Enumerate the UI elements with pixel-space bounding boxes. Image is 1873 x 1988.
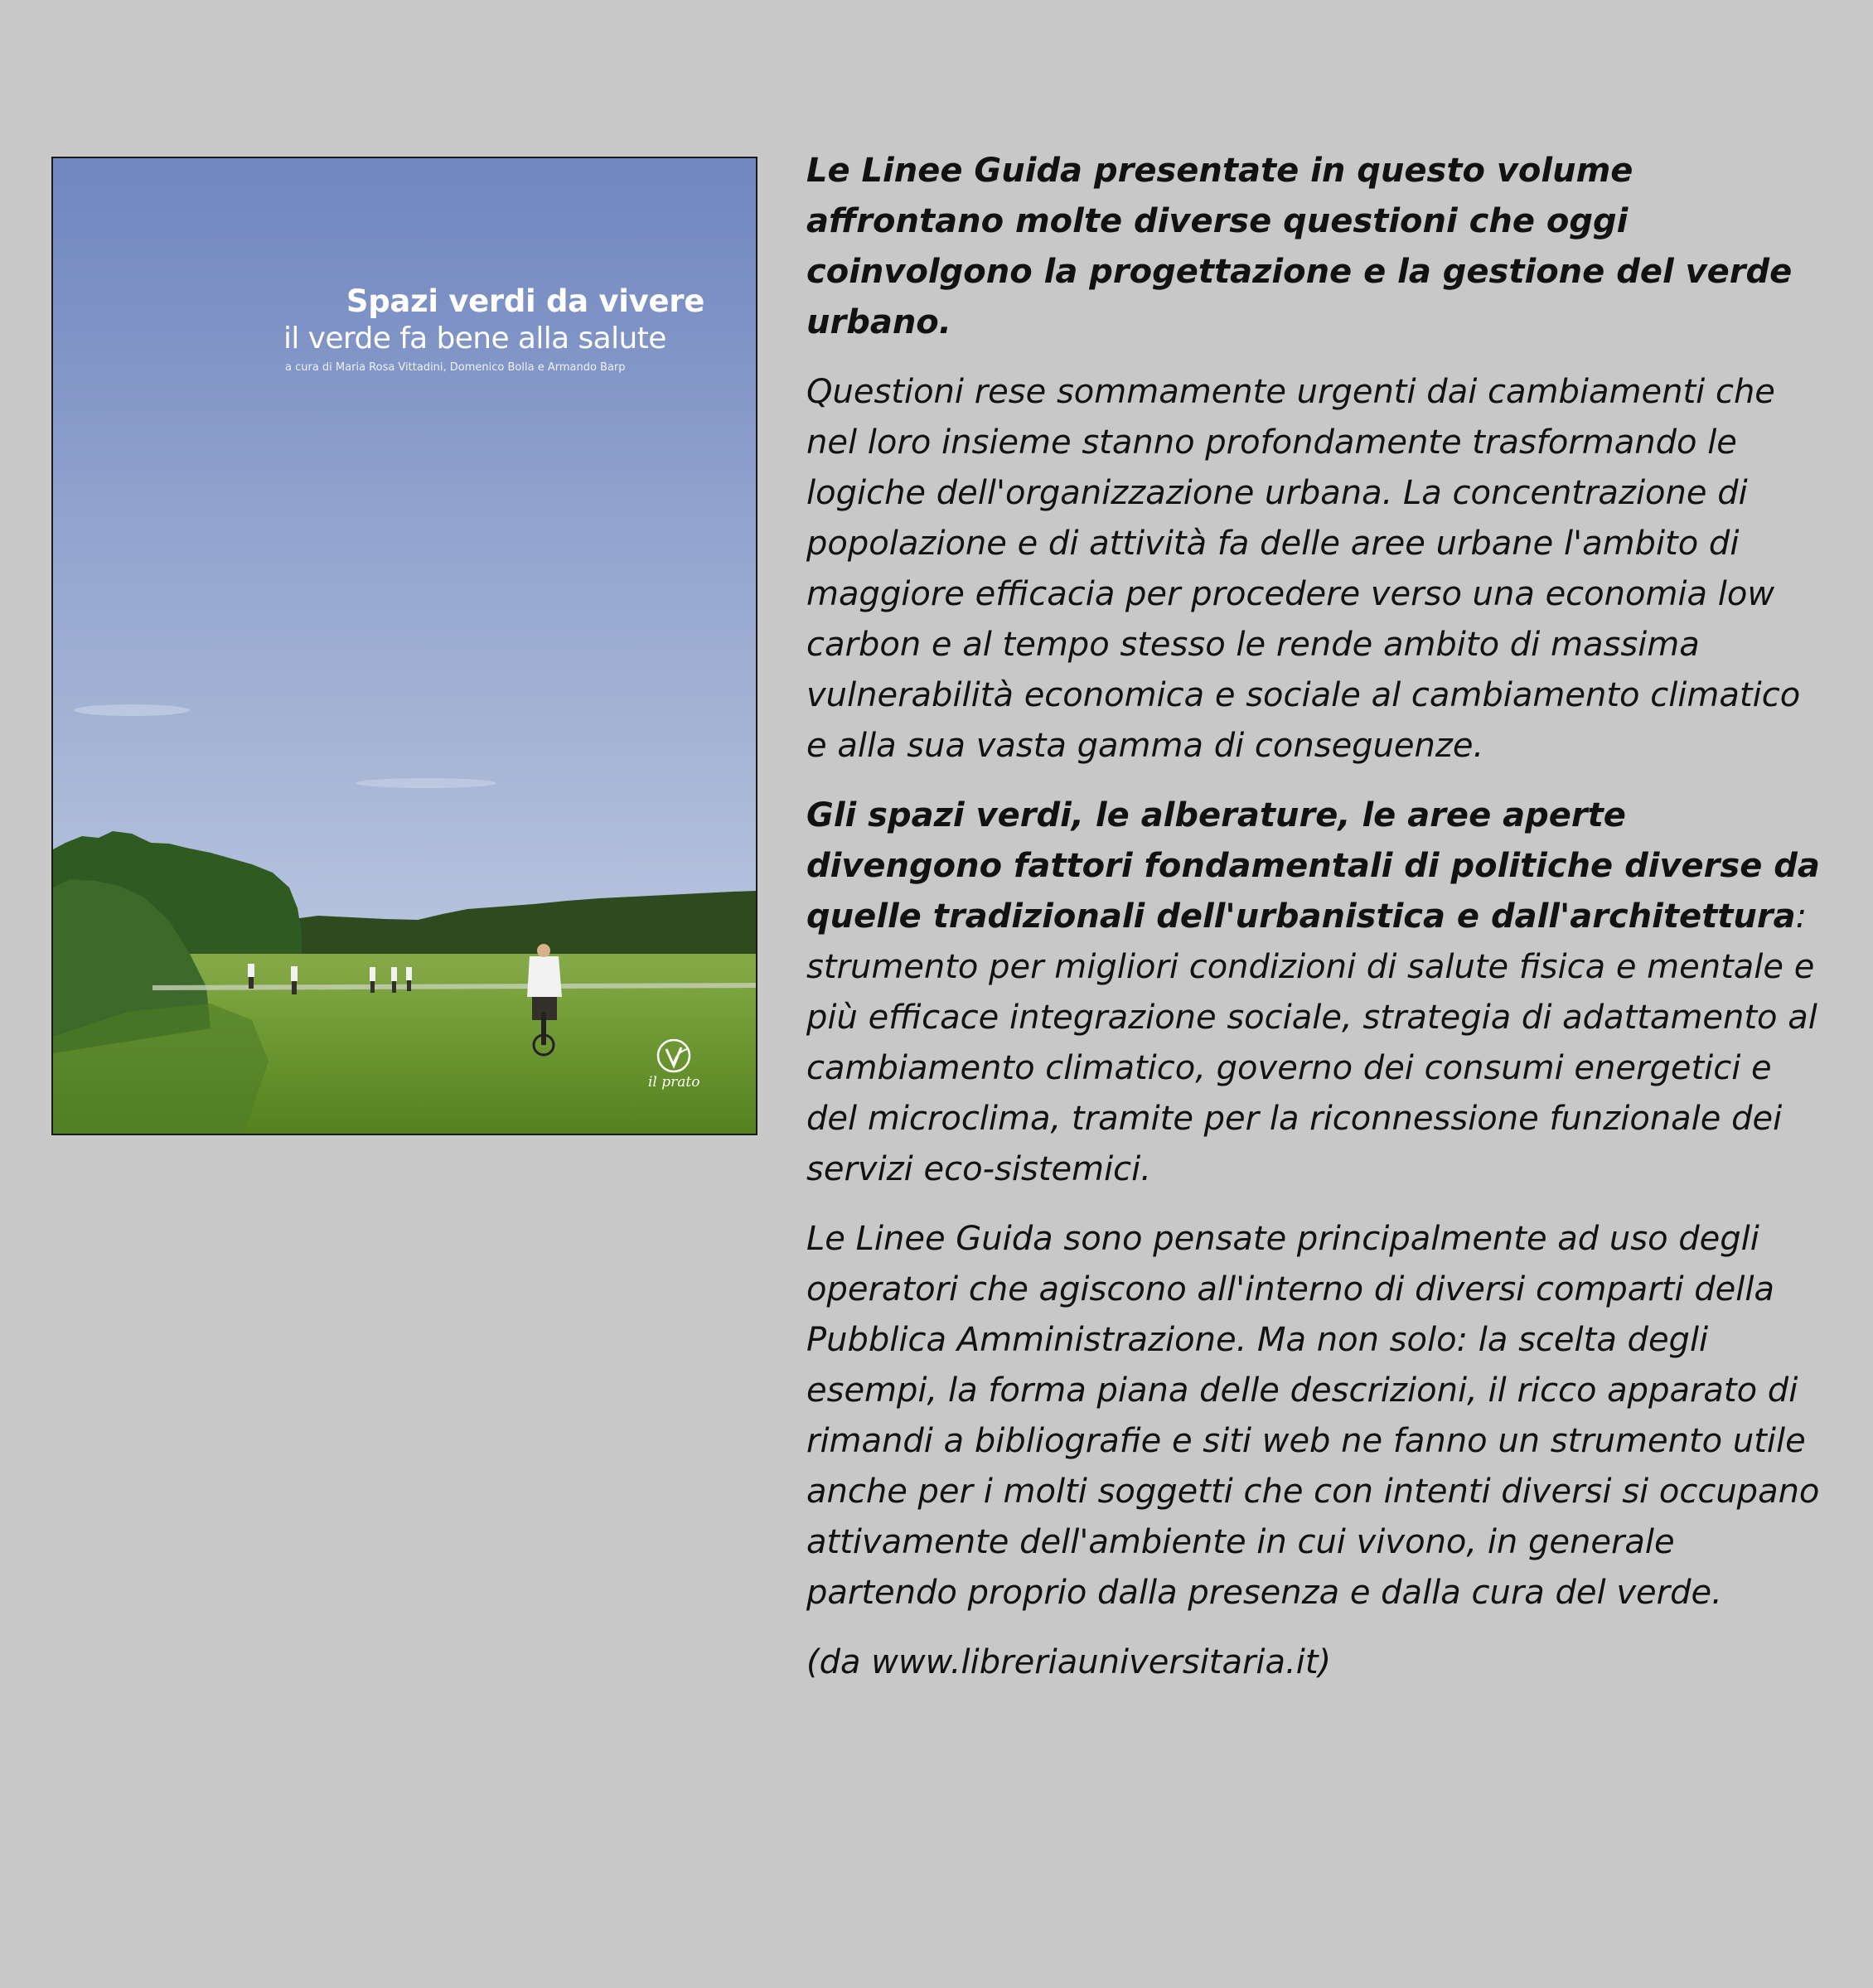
cover-title: Spazi verdi da vivere — [346, 283, 704, 319]
description-paragraph-2 — [806, 791, 1826, 1195]
description-intro: Le Linee Guida presentate in questo volume affrontano molte diverse questioni che oggi coinvolgono la progettazione e la gestione del verde urbano. — [806, 152, 1793, 341]
book-cover — [51, 157, 757, 1135]
cover-editors: a cura di Maria Rosa Vittadini, Domenico Bolla e Armando Barp — [285, 361, 626, 374]
description-paragraph-1: Questioni rese sommamente urgenti dai cambiamenti che nel loro insieme stanno profondamente trasformando le logiche dell'organizzazione urbana. La concentrazione di popolazione e di attività fa delle aree urbane l'ambito di maggiore efficacia per procedere verso una economia low carbon e al tempo stesso le rende ambito di massima vulnerabilità economica e sociale al cambiamento climatico e alla sua vasta gamma di conseguenze. — [806, 373, 1801, 765]
publisher-name: il prato — [648, 1074, 700, 1091]
description-paragraph-2-highlight: Gli spazi verdi, le alberature, le aree aperte divengono fattori fondamentali di politiche diverse da quelle tradizionali dell'urbanistica e dall'architettura — [806, 796, 1820, 936]
description-paragraph-3: Le Linee Guida sono pensate principalmente ad uso degli operatori che agiscono all'interno di diversi comparti della Pubblica Amministrazione. Ma non solo: la scelta degli esempi, la forma piana delle descrizioni, il ricco apparato di rimandi a bibliografie e siti web ne fanno un strumento utile anche per i molti soggetti che con intenti diversi si occupano attivamente dell'ambiente in cui vivono, in generale partendo proprio dalla presenza e dalla cura del verde. — [806, 1220, 1820, 1612]
book-description — [806, 146, 1826, 1707]
description-paragraph-2-rest: : strumento per migliori condizioni di salute fisica e mentale e più efficace integrazione sociale, strategia di adattamento al cambiamento climatico, governo dei consumi energetici e del microclima, tramite per la riconnessione funzionale dei servizi eco-sistemici. — [806, 897, 1817, 1188]
description-source: (da www.libreriauniversitaria.it) — [806, 1643, 1332, 1681]
cover-subtitle: il verde fa bene alla salute — [283, 322, 666, 356]
